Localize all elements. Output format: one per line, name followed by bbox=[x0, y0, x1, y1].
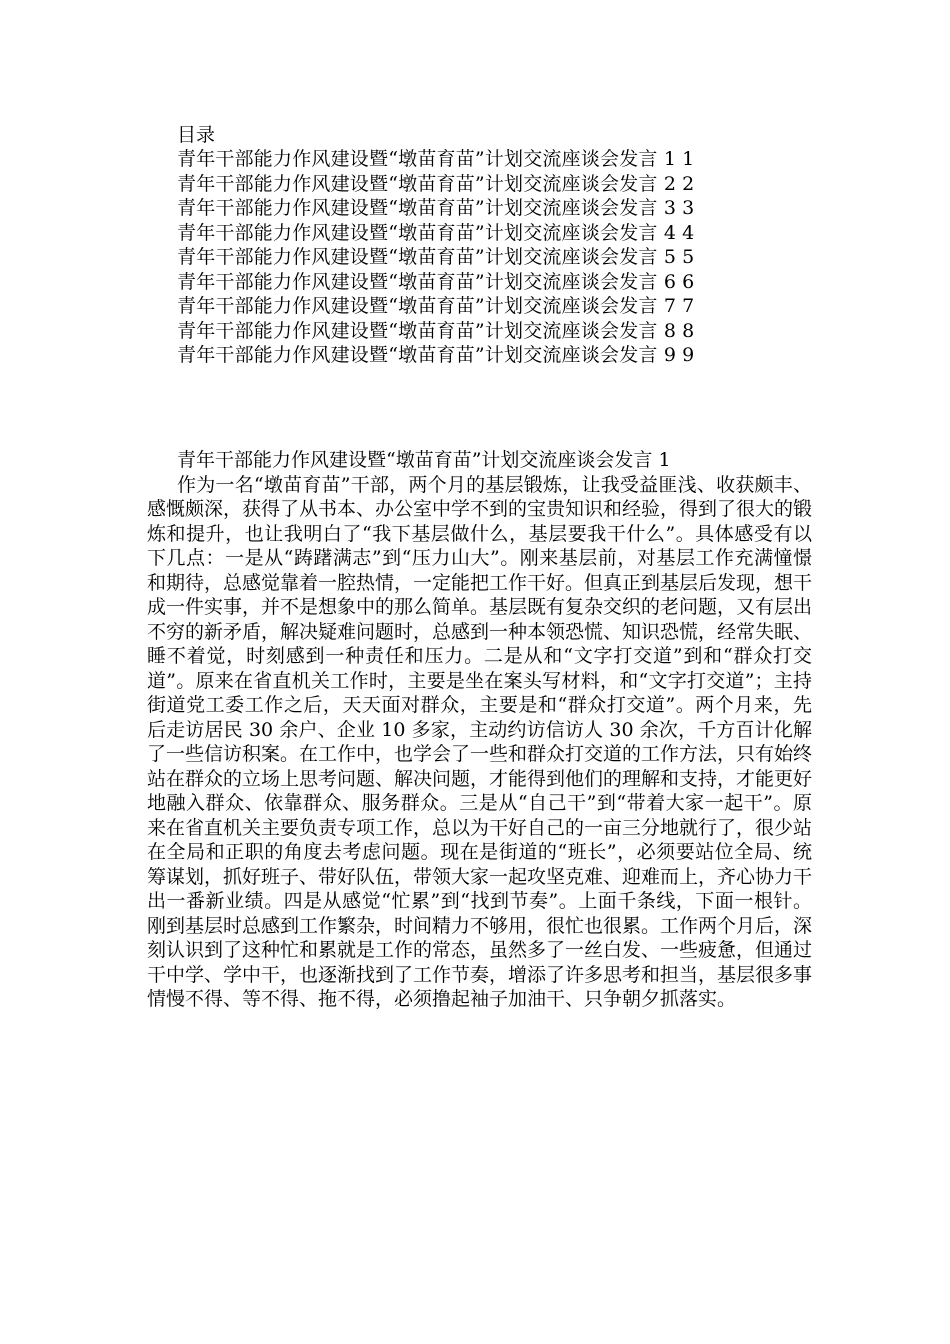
toc-entry[interactable] bbox=[147, 221, 807, 246]
toc-page-number: 7 bbox=[682, 295, 695, 317]
toc-entry[interactable] bbox=[147, 245, 807, 270]
toc-page-number: 5 bbox=[682, 246, 695, 268]
toc-entry-text: 青年干部能力作风建设暨“墩苗育苗”计划交流座谈会发言 5 bbox=[177, 246, 677, 268]
toc-entry[interactable] bbox=[147, 172, 807, 197]
toc-entry-text: 青年干部能力作风建设暨“墩苗育苗”计划交流座谈会发言 7 bbox=[177, 295, 677, 317]
toc-page-number: 8 bbox=[682, 319, 695, 342]
toc-page-number: 6 bbox=[682, 270, 695, 293]
toc-entry-text: 青年干部能力作风建设暨“墩苗育苗”计划交流座谈会发言 1 bbox=[177, 148, 677, 170]
toc-page-number: 2 bbox=[682, 172, 695, 195]
toc-title: 目录 bbox=[177, 124, 216, 146]
toc-entry-text: 青年干部能力作风建设暨“墩苗育苗”计划交流座谈会发言 4 bbox=[177, 221, 677, 244]
toc-entry-text: 青年干部能力作风建设暨“墩苗育苗”计划交流座谈会发言 3 bbox=[177, 197, 677, 219]
toc-page-number: 4 bbox=[682, 221, 695, 244]
article-body: 作为一名“墩苗育苗”干部，两个月的基层锻炼，让我受益匪浅、收获颇丰、感慨颇深，获得了从书本、办公室中学不到的宝贵知识和经验，得到了很大的锻炼和提升，也让我明白了“我下基层做什么，基层要我干什么”。具体感受有以下几点：一是从“踌躇满志”到“压力山大”。刚来基层前，对基层工作充满憧憬和期待，总感觉靠着一腔热情，一定能把工作干好。但真正到基层后发现，想干成一件实事，并不是想象中的那么简单。基层既有复杂交织的老问题，又有层出不穷的新矛盾，解决疑难问题时，总感到一种本领恐慌、知识恐慌，经常失眠、睡不着觉，时刻感到一种责任和压力。二是从和“文字打交道”到和“群众打交道”。原来在省直机关工作时，主要是坐在案头写材料，和“文字打交道”；主持街道党工委工作之后，天天面对群众，主要是和“群众打交道”。两个月来，先后走访居民 30 余户、企业 10 多家，主动约访信访人 30 余次，千方百计化解了一些信访积案。在工作中，也学会了一些和群众打交道的工作方法，只有始终站在群众的立场上思考问题、解决问题，才能得到他们的理解和支持，才能更好地融入群众、依靠群众、服务群众。三是从“自己干”到“带着大家一起干”。原来在省直机关主要负责专项工作，总以为干好自己的一亩三分地就行了，很少站在全局和正职的角度去考虑问题。现在是街道的“班长”，必须要站位全局、统筹谋划，抓好班子、带好队伍，带领大家一起攻坚克难、迎难而上，齐心协力干出一番新业绩。四是从感觉“忙累”到“找到节奏”。上面千条线，下面一根针。刚到基层时总感到工作繁杂，时间精力不够用，很忙也很累。工作两个月后，深刻认识到了这种忙和累就是工作的常态，虽然多了一丝白发、一些疲惫，但通过干中学、学中干，也逐渐找到了工作节奏，增添了许多思考和担当，基层很多事情慢不得、等不得、拖不得，必须撸起袖子加油干、只争朝夕抓落实。 bbox=[147, 473, 813, 1010]
toc-entry-text: 青年干部能力作风建设暨“墩苗育苗”计划交流座谈会发言 9 bbox=[177, 344, 677, 366]
toc-page-number: 9 bbox=[682, 344, 695, 366]
toc-entry[interactable] bbox=[147, 319, 807, 344]
toc-entry[interactable] bbox=[147, 196, 807, 221]
article-title: 青年干部能力作风建设暨“墩苗育苗”计划交流座谈会发言 1 bbox=[177, 449, 671, 471]
toc-entry[interactable] bbox=[147, 294, 807, 319]
toc-entry-text: 青年干部能力作风建设暨“墩苗育苗”计划交流座谈会发言 2 bbox=[177, 172, 677, 195]
toc-page-number: 3 bbox=[682, 197, 695, 219]
toc-entry-text: 青年干部能力作风建设暨“墩苗育苗”计划交流座谈会发言 8 bbox=[177, 319, 677, 342]
toc-page-number: 1 bbox=[682, 148, 695, 170]
toc-entry[interactable] bbox=[147, 270, 807, 295]
toc-entry[interactable] bbox=[147, 147, 807, 172]
toc-entry[interactable] bbox=[147, 343, 807, 368]
table-of-contents bbox=[147, 123, 807, 368]
article bbox=[147, 448, 812, 1012]
toc-entry-text: 青年干部能力作风建设暨“墩苗育苗”计划交流座谈会发言 6 bbox=[177, 270, 677, 293]
